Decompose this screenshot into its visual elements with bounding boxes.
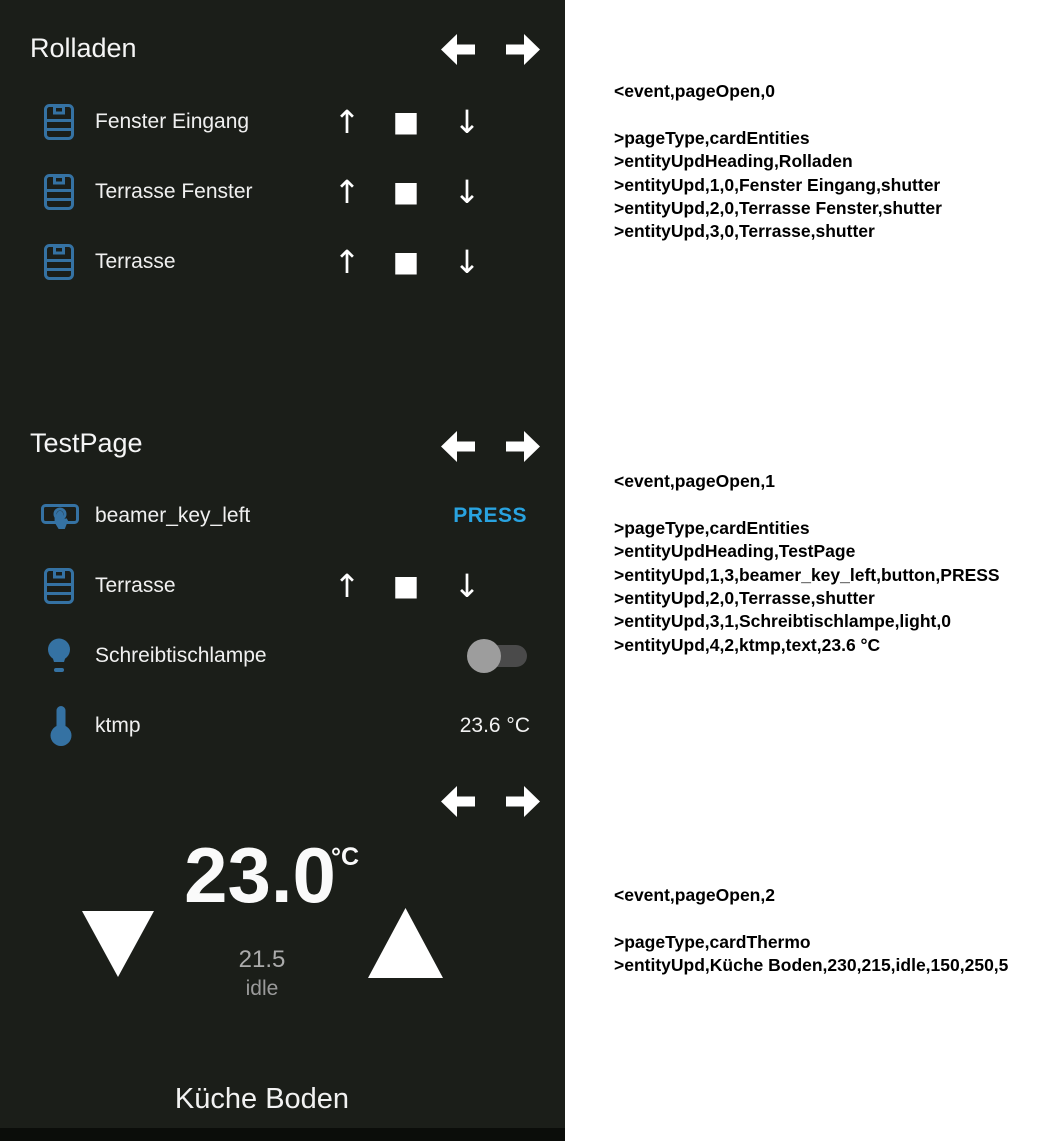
log-line: >pageType,cardEntities: [614, 517, 810, 538]
shutter-stop-button[interactable]: ■: [392, 569, 420, 602]
log-block-page1: [614, 470, 1000, 657]
current-temperature: 23.0: [184, 831, 336, 919]
shutter-icon: [44, 174, 74, 210]
shutter-stop-button[interactable]: ■: [392, 175, 420, 208]
log-line: >entityUpd,1,0,Fenster Eingang,shutter: [614, 174, 941, 195]
entity-label: Fenster Eingang: [95, 110, 250, 133]
log-line: >entityUpd,3,0,Terrasse,shutter: [614, 221, 875, 242]
log-line: >entityUpd,4,2,ktmp,text,23.6 °C: [614, 634, 881, 655]
thermometer-icon: [50, 705, 72, 747]
shutter-icon: [44, 568, 74, 604]
entity-label: beamer_key_left: [95, 504, 251, 527]
page-prev-icon[interactable]: [441, 33, 476, 66]
shutter-down-button[interactable]: ↓: [453, 173, 481, 211]
shutter-up-button[interactable]: ↑: [333, 567, 361, 605]
shutter-up-button[interactable]: ↑: [333, 243, 361, 281]
page-next-icon[interactable]: [506, 430, 541, 463]
log-line: >entityUpd,3,1,Schreibtischlampe,light,0: [614, 611, 951, 632]
shutter-icon: [44, 104, 74, 140]
entity-row: [0, 691, 565, 761]
log-block-page2: [614, 884, 1008, 978]
temp-down-button[interactable]: [82, 911, 154, 979]
page-prev-icon[interactable]: [441, 430, 476, 463]
page-title: TestPage: [30, 428, 143, 458]
gesture-tap-button-icon: [41, 500, 79, 532]
log-line: >entityUpdHeading,TestPage: [614, 541, 856, 562]
log-line: <event,pageOpen,1: [614, 471, 775, 491]
shutter-icon: [44, 244, 74, 280]
lightbulb-icon: [45, 638, 73, 674]
shutter-down-button[interactable]: ↓: [453, 103, 481, 141]
log-line: >pageType,cardThermo: [614, 931, 811, 952]
log-line: >entityUpd,Küche Boden,230,215,idle,150,250,5: [614, 955, 1009, 976]
shutter-up-button[interactable]: ↑: [333, 103, 361, 141]
log-line: [614, 493, 1000, 516]
log-line: [614, 103, 942, 126]
entity-label: Terrasse Fenster: [95, 180, 253, 203]
temp-up-button[interactable]: [368, 908, 443, 980]
entity-row: [0, 621, 565, 691]
light-toggle[interactable]: [469, 645, 527, 667]
panel-bottom-strip: [0, 1128, 565, 1141]
sensor-value: 23.6 °C: [459, 714, 530, 737]
page-next-icon[interactable]: [506, 33, 541, 66]
shutter-down-button[interactable]: ↓: [453, 243, 481, 281]
log-line: >entityUpd,2,0,Terrasse,shutter: [614, 587, 875, 608]
log-line: >entityUpdHeading,Rolladen: [614, 151, 853, 172]
log-line: >entityUpd,1,3,beamer_key_left,button,PRESS: [614, 564, 1000, 585]
entity-row: [0, 227, 565, 297]
log-line: >entityUpd,2,0,Terrasse Fenster,shutter: [614, 197, 942, 218]
page-prev-icon[interactable]: [441, 785, 476, 818]
thermostat-title: Küche Boden: [174, 1083, 350, 1115]
press-button[interactable]: PRESS: [453, 504, 527, 527]
entity-row: [0, 551, 565, 621]
page-next-icon[interactable]: [506, 785, 541, 818]
temperature-unit: °C: [331, 843, 360, 871]
entity-label: Terrasse: [95, 250, 176, 273]
entity-label: ktmp: [95, 714, 141, 737]
shutter-up-button[interactable]: ↑: [333, 173, 361, 211]
shutter-stop-button[interactable]: ■: [392, 245, 420, 278]
page-title: Rolladen: [30, 33, 137, 63]
log-line: <event,pageOpen,0: [614, 81, 775, 101]
entity-label: Terrasse: [95, 574, 176, 597]
entity-row: [0, 157, 565, 227]
entity-row: [0, 481, 565, 551]
log-line: <event,pageOpen,2: [614, 885, 775, 905]
toggle-knob: [467, 639, 501, 673]
log-line: [614, 907, 1008, 930]
entity-label: Schreibtischlampe: [95, 644, 267, 667]
setpoint-temperature: 21.5: [238, 946, 286, 973]
shutter-down-button[interactable]: ↓: [453, 567, 481, 605]
shutter-stop-button[interactable]: ■: [392, 105, 420, 138]
hvac-state: idle: [245, 977, 279, 1000]
log-line: >pageType,cardEntities: [614, 127, 810, 148]
log-block-page0: [614, 80, 942, 244]
entity-row: [0, 87, 565, 157]
